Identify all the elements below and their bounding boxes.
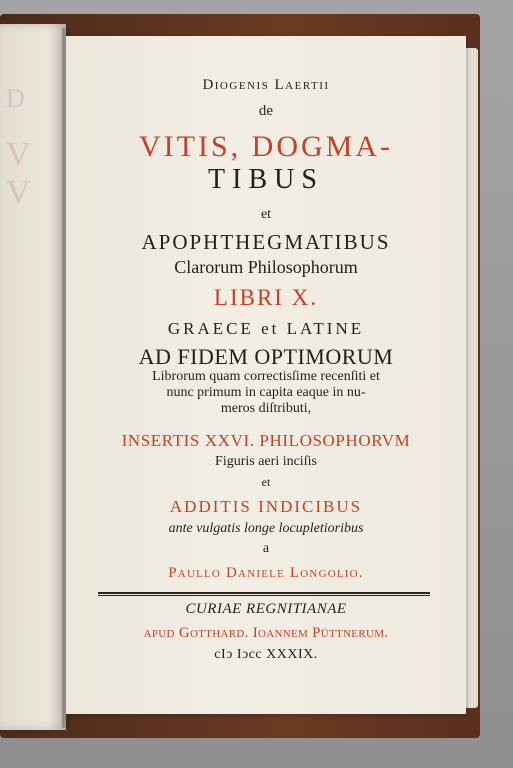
title-line-vitis: VITIS, DOGMA- xyxy=(139,130,393,163)
insertis-line: INSERTIS XXVI. PHILOSOPHORVM xyxy=(121,431,411,450)
de-line: de xyxy=(258,103,274,119)
et-connector: et xyxy=(261,475,271,489)
graece-latine-line: GRAECE et LATINE xyxy=(167,319,365,338)
author-line: Diogenis Laertii xyxy=(202,77,330,93)
show-through-ghost-text: V xyxy=(6,136,31,173)
figuris-line: Figuris aeri inciſis xyxy=(215,454,317,469)
additis-indicibus-line: ADDITIS INDICIBUS xyxy=(169,497,363,516)
double-rule-divider xyxy=(98,592,430,596)
title-line-apophthegmatibus: APOPHTHEGMATIBUS xyxy=(141,230,391,254)
editor-line: Paullo Daniele Longolio. xyxy=(168,565,364,581)
body-text-line: meros diſtributi, xyxy=(220,401,312,416)
et-connector: et xyxy=(260,207,272,222)
imprint-year-line: cIↄ Iↄcc XXXIX. xyxy=(214,647,318,662)
a-connector: a xyxy=(262,541,270,556)
body-text-line: nunc primum in capita eaque in nu- xyxy=(166,385,366,400)
imprint-publisher-line: apud Gotthard. Ioannem Püttnerum. xyxy=(143,625,389,641)
imprint-place-line: CURIAE REGNITIANAE xyxy=(185,601,347,617)
title-line-clarorum: Clarorum Philosophorum xyxy=(174,257,358,277)
left-facing-page xyxy=(0,24,66,730)
body-text-line: Librorum quam correctisſime recenſiti et xyxy=(152,369,380,384)
title-page xyxy=(66,36,466,714)
libri-x-line: LIBRI X. xyxy=(213,285,319,310)
title-line-tibus: TIBUS xyxy=(208,164,324,195)
show-through-ghost-text: D xyxy=(6,84,25,113)
show-through-ghost-text: V xyxy=(6,174,31,211)
ad-fidem-line: AD FIDEM OPTIMORUM xyxy=(138,344,394,369)
ante-vulgatis-line: ante vulgatis longe locupletioribus xyxy=(168,521,364,536)
